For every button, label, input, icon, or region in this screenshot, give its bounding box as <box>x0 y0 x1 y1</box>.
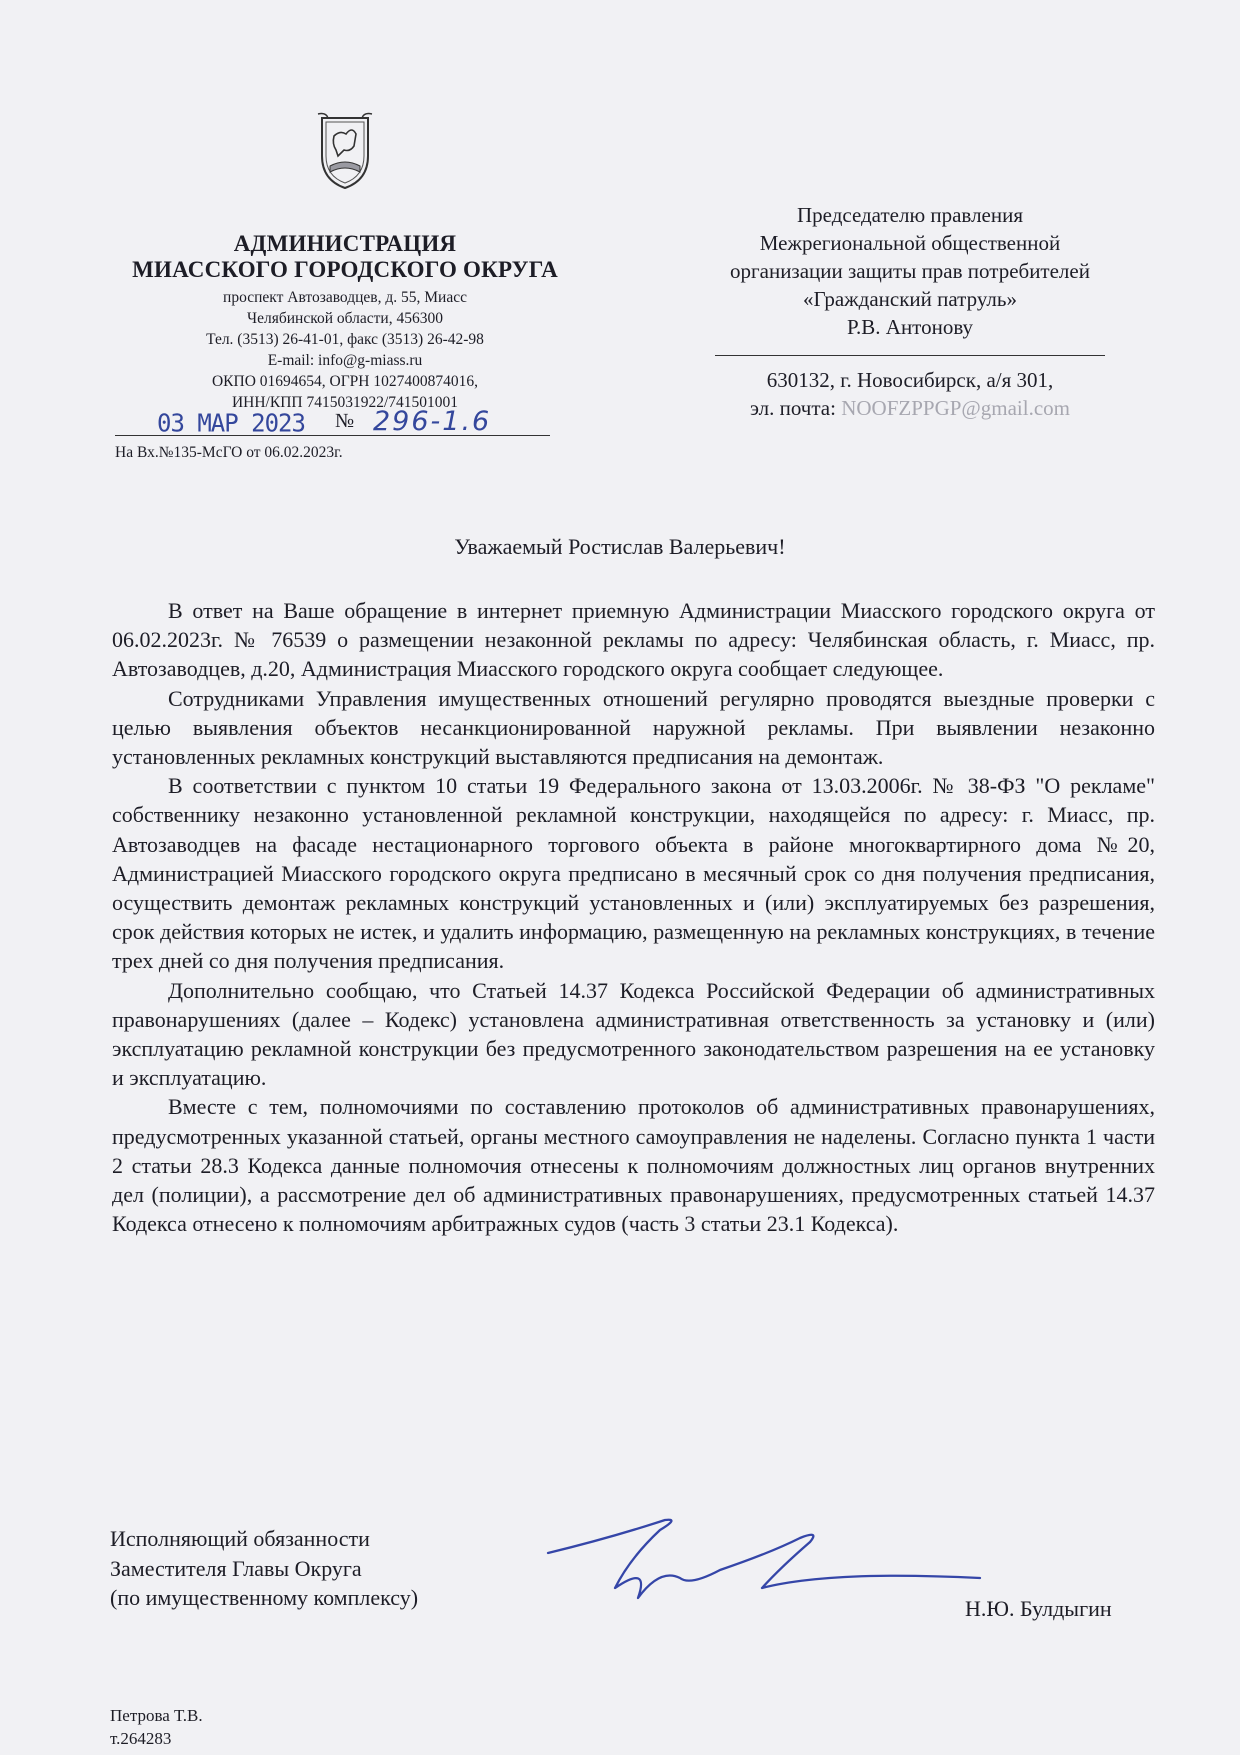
number-sign: № <box>335 410 355 432</box>
addressee-name: Р.В. Антонову <box>846 315 974 339</box>
coat-of-arms-icon <box>316 112 374 192</box>
author-phone: т.264283 <box>110 1729 172 1748</box>
body-paragraph: В ответ на Ваше обращение в интернет приемную Администрации Миасского городского округа от 06.02.2023г. № 76539 о размещении незаконной рекламы по адресу: Челябинская область, г. Миасс, пр. Автозаводцев, д.20, Администрация Миасского городского округа сообщает следующее. <box>112 598 1155 682</box>
org-address: проспект Автозаводцев, д. 55, Миасс <box>223 289 467 306</box>
addressee-line: Межрегиональной общественной <box>759 231 1061 255</box>
organization-name-line1: АДМИНИСТРАЦИЯ <box>233 231 457 256</box>
letterhead <box>110 112 580 413</box>
body-paragraph: Сотрудниками Управления имущественных отношений регулярно проводятся выездные проверки с целью выявления объектов несанкционированной наружной рекламы. При выявлении незаконно установленных рекламных конструкций выставляются предписания на демонтаж. <box>112 685 1155 770</box>
body-paragraph: Дополнительно сообщаю, что Статьей 14.37 Кодекса Российской Федерации об административных правонарушениях (далее – Кодекс) установлена административная ответственность за установку и (или) эксплуатацию рекламной конструкции без предусмотренного законодательством разрешения на ее установку и эксплуатацию. <box>112 977 1155 1091</box>
author-name: Петрова Т.В. <box>110 1706 203 1725</box>
registration-line <box>115 408 550 438</box>
org-okpo-ogrn: ОКПО 01694654, ОГРН 1027400874016, <box>211 373 478 390</box>
body-paragraph: Вместе с тем, полномочиями по составлению протоколов об административных правонарушениях, предусмотренных указанной статьей, органы местного самоуправления не наделены. Согласно пункта 1 части 2 статьи 28.3 Кодекса данные полномочия отнесены к полномочиям должностных лиц органов внутренних дел (полиции), а рассмотрение дел об административных правонарушениях, предусмотренных статьей 14.37 Кодекса отнесено к полномочиям арбитражных судов (часть 3 статьи 23.1 Кодекса). <box>112 1094 1155 1237</box>
org-email: E-mail: info@g-miass.ru <box>267 352 423 369</box>
signer-name: Н.Ю. Булдыгин <box>965 1596 1112 1621</box>
date-stamp: 03 МАР 2023 <box>157 408 305 438</box>
org-region: Челябинской области, 456300 <box>247 310 443 327</box>
position-line: (по имущественному комплексу) <box>110 1585 419 1610</box>
letter-body <box>112 596 1155 1238</box>
incoming-reference: На Вх.№135-МсГО от 06.02.2023г. <box>115 444 343 461</box>
handwritten-signature-icon <box>540 1508 1010 1608</box>
org-phone: Тел. (3513) 26-41-01, факс (3513) 26-42-98 <box>206 331 484 348</box>
body-paragraph: В соответствии с пунктом 10 статьи 19 Федерального закона от 13.03.2006г. № 38-ФЗ "О рекламе" собственнику незаконно установленной рекламной конструкции, находящейся по адресу: г. Миасс, пр. Автозаводцев на фасаде нестационарного торгового объекта в районе многоквартирного дома №20, Администрацией Миасского городского округа предписано в месячный срок со дня получения предписания, осуществить демонтаж рекламных конструкций установленных и (или) эксплуатируемых без разрешения, срок действия которых не истек, и удалить информацию, размещенную на рекламных конструкциях, в течение трех дней со дня получения предписания. <box>112 773 1155 974</box>
salutation: Уважаемый Ростислав Валерьевич! <box>454 534 786 559</box>
handwritten-number: 296-1.6 <box>373 406 492 437</box>
addressee-line: «Гражданский патруль» <box>803 287 1017 311</box>
addressee-email: NOOFZPPGP@gmail.com <box>841 396 1070 420</box>
org-inn-kpp: ИНН/КПП 7415031922/741501001 <box>231 394 459 411</box>
position-line: Исполняющий обязанности <box>110 1526 370 1551</box>
addressee-email-line <box>680 394 1140 422</box>
addressee-line: Председателю правления <box>796 203 1024 227</box>
addressee-postal-address: 630132, г. Новосибирск, а/я 301, <box>766 368 1054 392</box>
position-line: Заместителя Главы Округа <box>110 1555 362 1581</box>
signer-position <box>110 1524 418 1613</box>
addressee-divider <box>715 355 1105 356</box>
organization-details <box>110 287 580 413</box>
organization-name-line2: МИАССКОГО ГОРОДСКОГО ОКРУГА <box>132 257 558 282</box>
addressee-block <box>680 201 1140 422</box>
addressee-line: организации защиты прав потребителей <box>730 259 1090 283</box>
document-footer <box>110 1704 203 1750</box>
email-label: эл. почта: <box>750 396 842 420</box>
